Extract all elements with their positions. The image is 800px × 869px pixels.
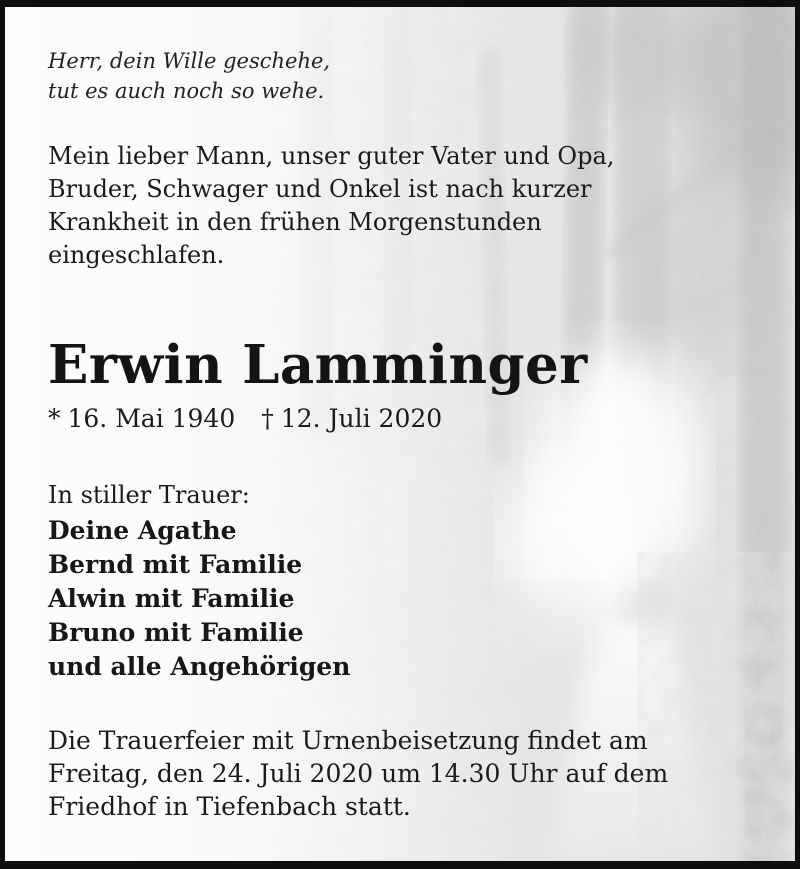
birth-date-text: 16. Mai 1940	[67, 404, 236, 433]
mourning-label: In stiller Trauer:	[48, 481, 250, 509]
mourner: Alwin mit Familie	[48, 584, 295, 613]
death-date-text: 12. Juli 2020	[280, 404, 443, 433]
funeral-line: Friedhof in Tiefenbach statt.	[48, 792, 411, 821]
announcement-line: Krankheit in den frühen Morgenstunden	[48, 208, 542, 236]
death-date	[261, 404, 442, 433]
funeral-details	[48, 724, 795, 823]
birth-date	[48, 404, 235, 433]
funeral-line: Die Trauerfeier mit Urnenbeisetzung findet am	[48, 726, 648, 755]
notice-paper	[5, 7, 795, 861]
mourner: Bernd mit Familie	[48, 550, 303, 579]
verse-line: Herr, dein Wille geschehe,	[48, 49, 331, 73]
funeral-line: Freitag, den 24. Juli 2020 um 14.30 Uhr auf dem	[48, 759, 669, 788]
life-dates	[48, 402, 795, 436]
announcement-line: Mein lieber Mann, unser guter Vater und Opa,	[48, 142, 615, 170]
mourner: Deine Agathe	[48, 516, 237, 545]
mourner: Bruno mit Familie	[48, 618, 304, 647]
announcement-line: Bruder, Schwager und Onkel ist nach kurzer	[48, 175, 592, 203]
deceased-name: Erwin Lamminger	[48, 334, 588, 396]
born-star-symbol: *	[48, 404, 61, 433]
announcement-line: eingeschlafen.	[48, 241, 225, 269]
announcement-paragraph	[48, 140, 795, 272]
notice-content	[5, 46, 795, 823]
opening-verse	[48, 46, 795, 106]
death-cross-symbol: †	[261, 404, 274, 433]
verse-line: tut es auch noch so wehe.	[48, 79, 325, 103]
mourner: und alle Angehörigen	[48, 652, 351, 681]
mourners-list	[48, 514, 795, 684]
